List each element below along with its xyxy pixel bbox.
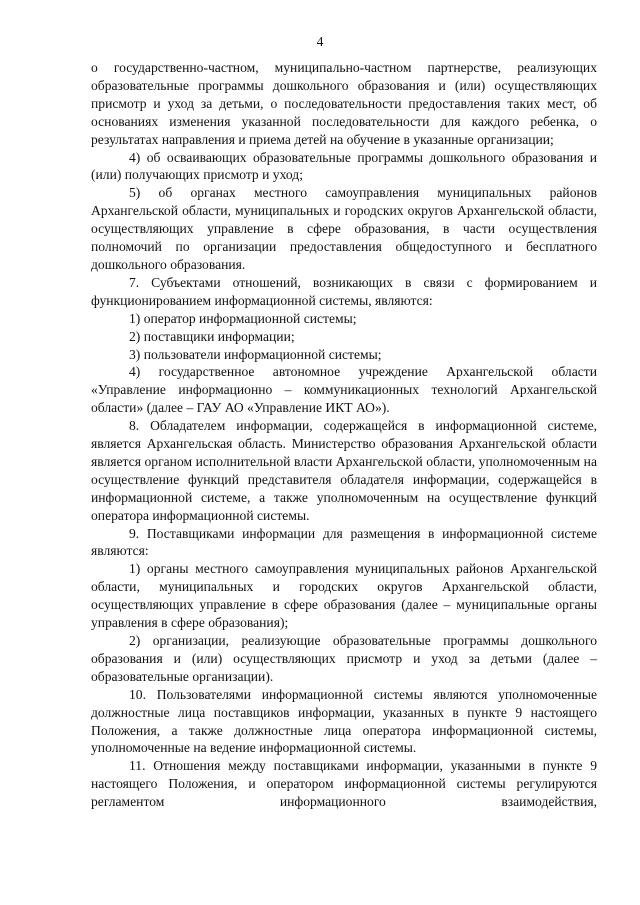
paragraph: 2) организации, реализующие образовательные программы дошкольного образования и (или) осуществляющих присмотр и уход за детьми (далее – образовательные организации). bbox=[91, 633, 597, 684]
document-body bbox=[91, 59, 597, 811]
paragraph: 1) оператор информационной системы; bbox=[129, 310, 357, 326]
paragraph: 1) органы местного самоуправления муниципальных районов Архангельской области, муниципальных и городских округов Архангельской области, осуществляющих управление в сфере образования (далее – муниципальные органы управления в сфере образования); bbox=[91, 561, 597, 631]
paragraph: 9. Поставщиками информации для размещения в информационной системе являются: bbox=[91, 525, 597, 559]
paragraph: 3) пользователи информационной системы; bbox=[129, 346, 382, 362]
paragraph: 7. Субъектами отношений, возникающих в связи с формированием и функционированием информационной системы, являются: bbox=[91, 274, 597, 308]
paragraph: 4) государственное автономное учреждение Архангельской области «Управление информационно – коммуникационных технологий Архангельской области» (далее – ГАУ АО «Управление ИКТ АО»). bbox=[91, 364, 597, 416]
paragraph: 8. Обладателем информации, содержащейся в информационной системе, является Архангельская область. Министерство образования Архангельской области является органом исполнительной власти Архангельской области, уполномоченным на осуществление функций представителя обладателя информации, содержащейся в информационной системе, а также уполномоченным на осуществление функций оператора информационной системы. bbox=[91, 418, 597, 523]
paragraph: 2) поставщики информации; bbox=[129, 328, 295, 344]
page-number: 4 bbox=[316, 34, 324, 49]
paragraph: 5) об органах местного самоуправления муниципальных районов Архангельской области, муниципальных и городских округов Архангельской области, осуществляющих управление в сфере образования, в части осуществления полномочий по организации предоставления общедоступного и бесплатного дошкольного образования. bbox=[91, 185, 597, 272]
paragraph: 11. Отношения между поставщиками информации, указанными в пункте 9 настоящего Положения, и оператором информационной системы регулируются регламентом информационного взаимодействия, bbox=[91, 758, 597, 810]
paragraph: о государственно-частном, муниципально-частном партнерстве, реализующих образовательные программы дошкольного образования и (или) осуществляющих присмотр и уход за детьми, о последовательности предоставления таких мест, об основаниях изменения указанной последовательности для каждого ребенка, о результатах направления и приема детей на обучение в указанные организации; bbox=[91, 60, 597, 147]
paragraph: 4) об осваивающих образовательные программы дошкольного образования и (или) получающих присмотр и уход; bbox=[91, 149, 597, 183]
paragraph: 10. Пользователями информационной системы являются уполномоченные должностные лица поставщиков информации, указанных в пункте 9 настоящего Положения, а также должностные лица оператора информационной системы, уполномоченные на ведение информационной системы. bbox=[91, 686, 597, 756]
